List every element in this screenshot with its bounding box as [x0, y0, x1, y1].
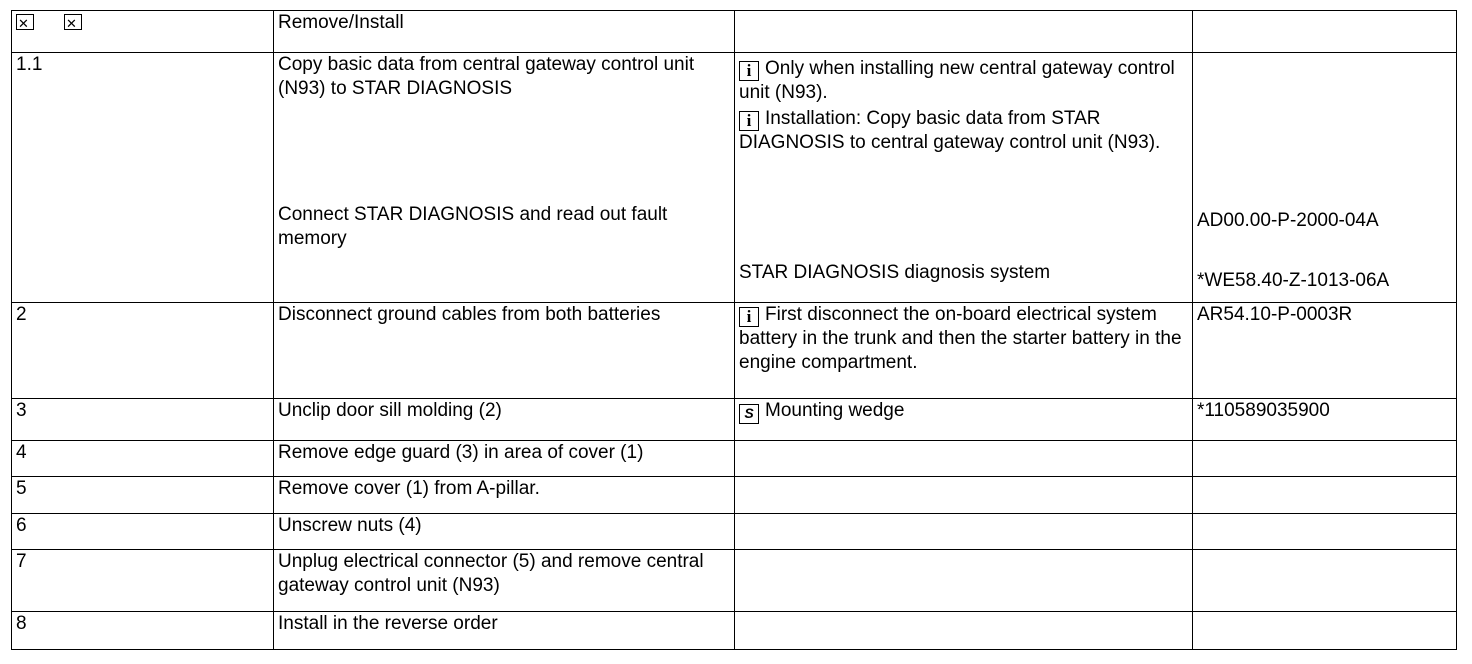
header-empty-cell [1193, 11, 1457, 53]
note-cell [735, 514, 1193, 550]
step-number: 7 [12, 550, 274, 612]
action-text: Copy basic data from central gateway control unit (N93) to STAR DIAGNOSIS [278, 54, 695, 99]
ref-cell [1193, 550, 1457, 612]
action-text: Install in the reverse order [274, 612, 735, 650]
action-text: Unplug electrical connector (5) and remove central gateway control unit (N93) [274, 550, 735, 612]
expand-icon[interactable] [16, 14, 34, 30]
expand-icon[interactable] [64, 14, 82, 30]
note [739, 57, 1192, 105]
tool-icon: S [739, 404, 759, 424]
step-number: 1.1 [12, 53, 274, 303]
ref-cell [1193, 514, 1457, 550]
step-number: 2 [12, 303, 274, 399]
note-cell [735, 303, 1193, 399]
info-icon: i [739, 61, 759, 81]
note-text: Only when installing new central gateway control unit (N93). [739, 58, 1175, 103]
table-row [12, 477, 1457, 514]
note-cell [735, 550, 1193, 612]
note-text: STAR DIAGNOSIS diagnosis system [739, 262, 1051, 283]
reference-link[interactable]: AR54.10-P-0003R [1193, 303, 1457, 399]
reference-link[interactable]: AD00.00-P-2000-04A [1197, 210, 1379, 231]
action-text: Unscrew nuts (4) [274, 514, 735, 550]
step-number: 4 [12, 441, 274, 477]
header-icons-cell [12, 11, 274, 53]
action-text: Disconnect ground cables from both batteries [274, 303, 735, 399]
table-row [12, 441, 1457, 477]
step-number: 3 [12, 399, 274, 441]
note-text: Installation: Copy basic data from STAR DIAGNOSIS to central gateway control unit (N93). [739, 108, 1161, 153]
step-number: 6 [12, 514, 274, 550]
note-text: Mounting wedge [765, 400, 905, 421]
action-text: Remove cover (1) from A-pillar. [274, 477, 735, 514]
info-icon: i [739, 111, 759, 131]
info-icon: i [739, 307, 759, 327]
header-empty-cell [735, 11, 1193, 53]
note-cell [735, 53, 1193, 303]
action-text: Unclip door sill molding (2) [274, 399, 735, 441]
table-row [12, 303, 1457, 399]
table-header-row [12, 11, 1457, 53]
note-cell [735, 441, 1193, 477]
table-row [12, 514, 1457, 550]
action-cell [274, 53, 735, 303]
note-text: First disconnect the on-board electrical system battery in the trunk and then the starter battery in the engine compartment. [739, 304, 1182, 373]
action-text: Remove edge guard (3) in area of cover (1) [274, 441, 735, 477]
reference-link[interactable]: *110589035900 [1193, 399, 1457, 441]
note [739, 107, 1192, 203]
table-row [12, 53, 1457, 303]
ref-cell [1193, 612, 1457, 650]
action-text: Connect STAR DIAGNOSIS and read out fault memory [278, 204, 668, 249]
table-row [12, 612, 1457, 650]
table-row [12, 399, 1457, 441]
table-row [12, 550, 1457, 612]
reference-link[interactable]: *WE58.40-Z-1013-06A [1197, 270, 1390, 291]
ref-cell [1193, 441, 1457, 477]
step-number: 5 [12, 477, 274, 514]
ref-cell [1193, 53, 1457, 303]
ref-cell [1193, 477, 1457, 514]
note-cell [735, 477, 1193, 514]
step-number: 8 [12, 612, 274, 650]
note-cell [735, 612, 1193, 650]
note-cell [735, 399, 1193, 441]
header-title: Remove/Install [274, 11, 735, 53]
procedure-table [11, 10, 1457, 650]
